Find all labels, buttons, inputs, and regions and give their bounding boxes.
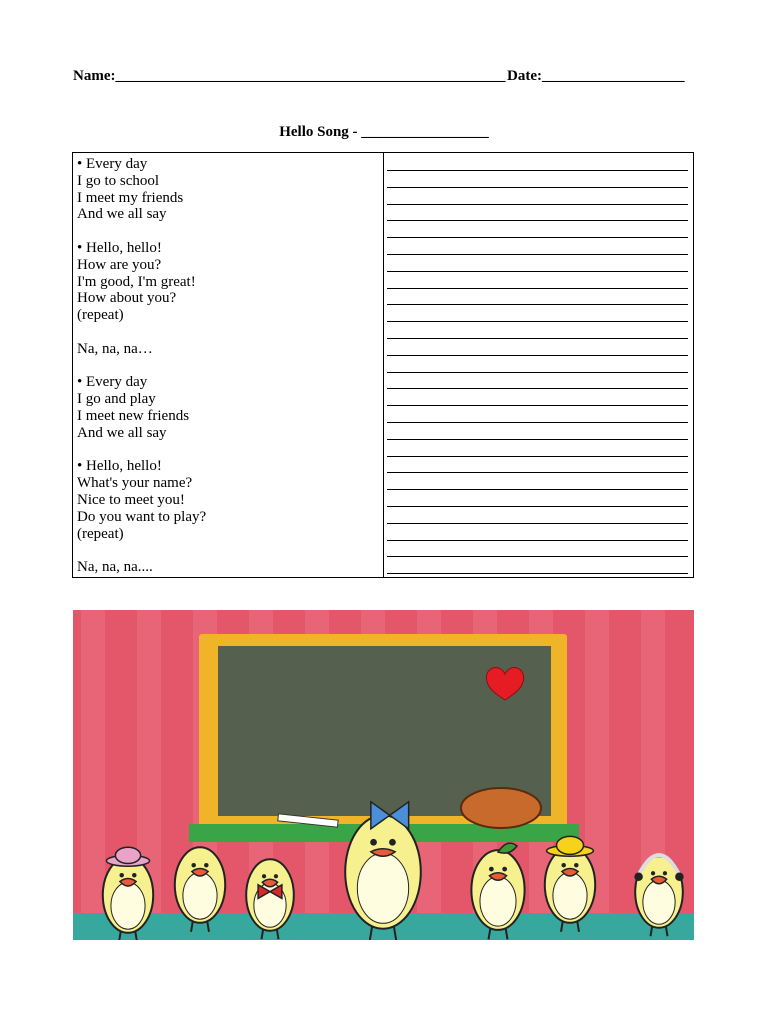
lyric-line: Na, na, na.... [77, 559, 153, 576]
answer-line[interactable] [387, 506, 688, 507]
answer-line[interactable] [387, 422, 688, 423]
answer-line[interactable] [387, 523, 688, 524]
lyrics-column [73, 153, 384, 577]
lyric-line: And we all say [77, 206, 167, 223]
lyric-line: Do you want to play? [77, 508, 207, 525]
answer-line[interactable] [387, 338, 688, 339]
answer-line[interactable] [387, 573, 688, 574]
lyric-line: (repeat) [77, 307, 124, 324]
lyric-line: I go to school [77, 172, 160, 189]
date-field[interactable]: ___________________ [541, 68, 685, 84]
name-field[interactable]: ____________________________________________________ [115, 68, 506, 84]
song-table [72, 152, 694, 578]
answer-line[interactable] [387, 355, 688, 356]
answer-line[interactable] [387, 271, 688, 272]
wall-stripe [81, 610, 105, 913]
answer-line[interactable] [387, 439, 688, 440]
lyric-line: Na, na, na… [77, 340, 153, 357]
answer-line[interactable] [387, 388, 688, 389]
answer-line[interactable] [387, 204, 688, 205]
lyric-line: And we all say [77, 424, 167, 441]
lyric-line: How are you? [77, 256, 162, 273]
header [73, 68, 693, 88]
song-title: Hello Song - _________________ [279, 124, 489, 140]
answer-line[interactable] [387, 288, 688, 289]
bread-loaf [461, 788, 541, 828]
answer-column [384, 153, 693, 577]
lyric-line: • Hello, hello! [77, 458, 162, 475]
lyric-line: I meet new friends [77, 408, 190, 424]
date-label: Date: [507, 68, 542, 84]
answer-line[interactable] [387, 237, 688, 238]
answer-line[interactable] [387, 372, 688, 373]
date-group [507, 68, 684, 85]
answer-line[interactable] [387, 540, 688, 541]
answer-line[interactable] [387, 556, 688, 557]
name-label: Name: [73, 68, 116, 84]
lyric-line: I go and play [77, 391, 156, 408]
answer-line[interactable] [387, 187, 688, 188]
lyric-line: I'm good, I'm great! [77, 273, 196, 290]
lyric-line: How about you? [77, 290, 177, 307]
answer-line[interactable] [387, 472, 688, 473]
answer-line[interactable] [387, 254, 688, 255]
lyric-line: I meet my friends [77, 189, 184, 206]
answer-line[interactable] [387, 304, 688, 305]
classroom-chicks-illustration [73, 610, 694, 940]
answer-line[interactable] [387, 220, 688, 221]
answer-line[interactable] [387, 489, 688, 490]
answer-line[interactable] [387, 170, 688, 171]
lyric-line: • Every day [77, 374, 148, 391]
lyric-line: What's your name? [77, 475, 193, 492]
answer-line[interactable] [387, 321, 688, 322]
lyric-line: • Every day [77, 156, 148, 172]
answer-line[interactable] [387, 405, 688, 406]
classroom-illustration [73, 610, 694, 940]
answer-line[interactable] [387, 456, 688, 457]
lyric-line: • Hello, hello! [77, 240, 162, 256]
lyric-line: Nice to meet you! [77, 492, 185, 508]
lyric-line: (repeat) [77, 525, 124, 542]
